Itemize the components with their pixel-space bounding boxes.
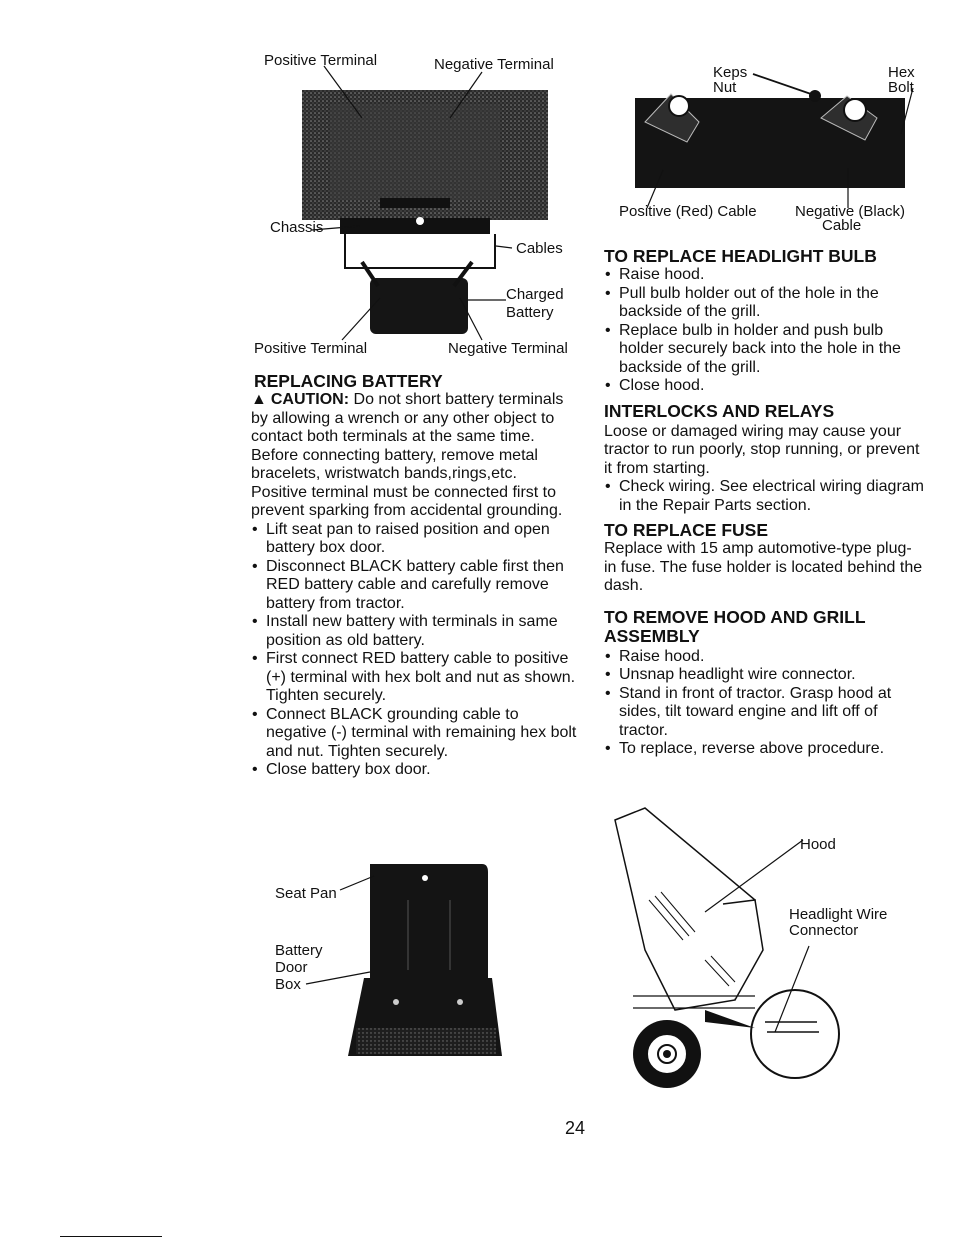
list-item: • Raise hood. (604, 648, 924, 667)
positive-terminal-top-label: Positive Terminal (264, 52, 378, 69)
hood-label: Hood (800, 836, 836, 853)
chassis-label: Chassis (270, 219, 324, 236)
list-item: • Raise hood. (604, 266, 924, 285)
replacing-battery-section (251, 372, 577, 780)
hood-heading-line2: ASSEMBLY (604, 625, 700, 646)
list-item: • First connect RED battery cable to positive (+) terminal with hex bolt and nut as shown. Tighten securely. (251, 650, 577, 706)
interlocks-steps (604, 478, 924, 515)
charged-battery-label-line2: Battery (506, 304, 554, 321)
battery-door-label-line2: Door (275, 959, 308, 976)
interlocks-heading: INTERLOCKS AND RELAYS (604, 400, 835, 421)
battery-figure (250, 48, 580, 360)
negative-cable-label-line1: Negative (Black) (795, 203, 906, 220)
terminal-figure (615, 58, 925, 238)
list-item: • Install new battery with terminals in same position as old battery. (251, 613, 577, 650)
charged-battery-label-line1: Charged (506, 286, 564, 303)
hood-steps (604, 648, 924, 759)
replacing-battery-heading: REPLACING BATTERY (254, 371, 443, 391)
negative-cable-label-line2: Cable (822, 217, 862, 234)
keps-nut-label-line1: Keps (713, 64, 748, 81)
headlight-steps (604, 266, 924, 396)
list-item: • Replace bulb in holder and push bulb holder securely back into the hole in the backside of the grill. (604, 322, 924, 378)
list-item: • Close hood. (604, 377, 924, 396)
list-item: • To replace, reverse above procedure. (604, 740, 924, 759)
hex-bolt-label-line1: Hex (888, 64, 915, 81)
negative-terminal-bottom-label: Negative Terminal (448, 340, 568, 357)
list-item: • Check wiring. See electrical wiring diagram in the Repair Parts section. (604, 478, 924, 515)
page-number: 24 (565, 1118, 586, 1138)
headlight-heading: TO REPLACE HEADLIGHT BULB (604, 246, 877, 266)
list-item: • Pull bulb holder out of the hole in the backside of the grill. (604, 285, 924, 322)
footer-rule (60, 1236, 162, 1237)
hex-bolt-label-line2: Bolt (888, 79, 914, 96)
list-item: • Disconnect BLACK battery cable first then RED battery cable and carefully remove battery from tractor. (251, 558, 577, 614)
hood-diagram (605, 800, 905, 1100)
headlight-wire-connector-label-line2: Connector (789, 922, 859, 939)
hood-figure (605, 800, 905, 1100)
battery-door-label-line3: Box (275, 976, 301, 993)
cables-label: Cables (516, 240, 563, 257)
fuse-heading: TO REPLACE FUSE (604, 520, 769, 540)
right-column-text (604, 247, 924, 759)
list-item: • Lift seat pan to raised position and open battery box door. (251, 521, 577, 558)
positive-terminal-bottom-label: Positive Terminal (254, 340, 368, 357)
fuse-text: Replace with 15 amp automotive-type plug-in fuse. The fuse holder is located behind the dash. (604, 540, 923, 594)
warning-icon: ▲ (251, 391, 267, 408)
list-item: • Close battery box door. (251, 761, 577, 780)
positive-cable-label: Positive (Red) Cable (619, 203, 757, 220)
list-item: • Connect BLACK grounding cable to negative (-) terminal with remaining hex bolt and nut. Tighten securely. (251, 706, 577, 762)
replace-battery-steps (251, 521, 577, 780)
interlocks-text: Loose or damaged wiring may cause your tractor to run poorly, stop running, or prevent it from starting. (604, 422, 920, 477)
list-item: • Stand in front of tractor. Grasp hood at sides, tilt toward engine and lift off of tractor. (604, 685, 924, 741)
caution-text: Do not short battery terminals by allowing a wrench or any other object to contact both terminals at the same time. Before connecting battery, remove metal bracelets, wristwatch bands,rings,etc. (251, 391, 564, 482)
hood-heading-line1: TO REMOVE HOOD AND GRILL (604, 606, 866, 627)
keps-nut-label-line2: Nut (713, 79, 737, 96)
positive-first-note: Positive terminal must be connected first to prevent sparking from accidental grounding. (251, 483, 563, 519)
headlight-wire-connector-label-line1: Headlight Wire (789, 906, 888, 923)
negative-terminal-top-label: Negative Terminal (434, 56, 554, 73)
battery-door-label-line1: Battery (275, 942, 323, 959)
seat-pan-label: Seat Pan (275, 885, 337, 902)
list-item: • Unsnap headlight wire connector. (604, 666, 924, 685)
caution-label: CAUTION: (270, 391, 350, 408)
seat-pan-figure (270, 860, 510, 1060)
caution-paragraph (251, 391, 577, 484)
